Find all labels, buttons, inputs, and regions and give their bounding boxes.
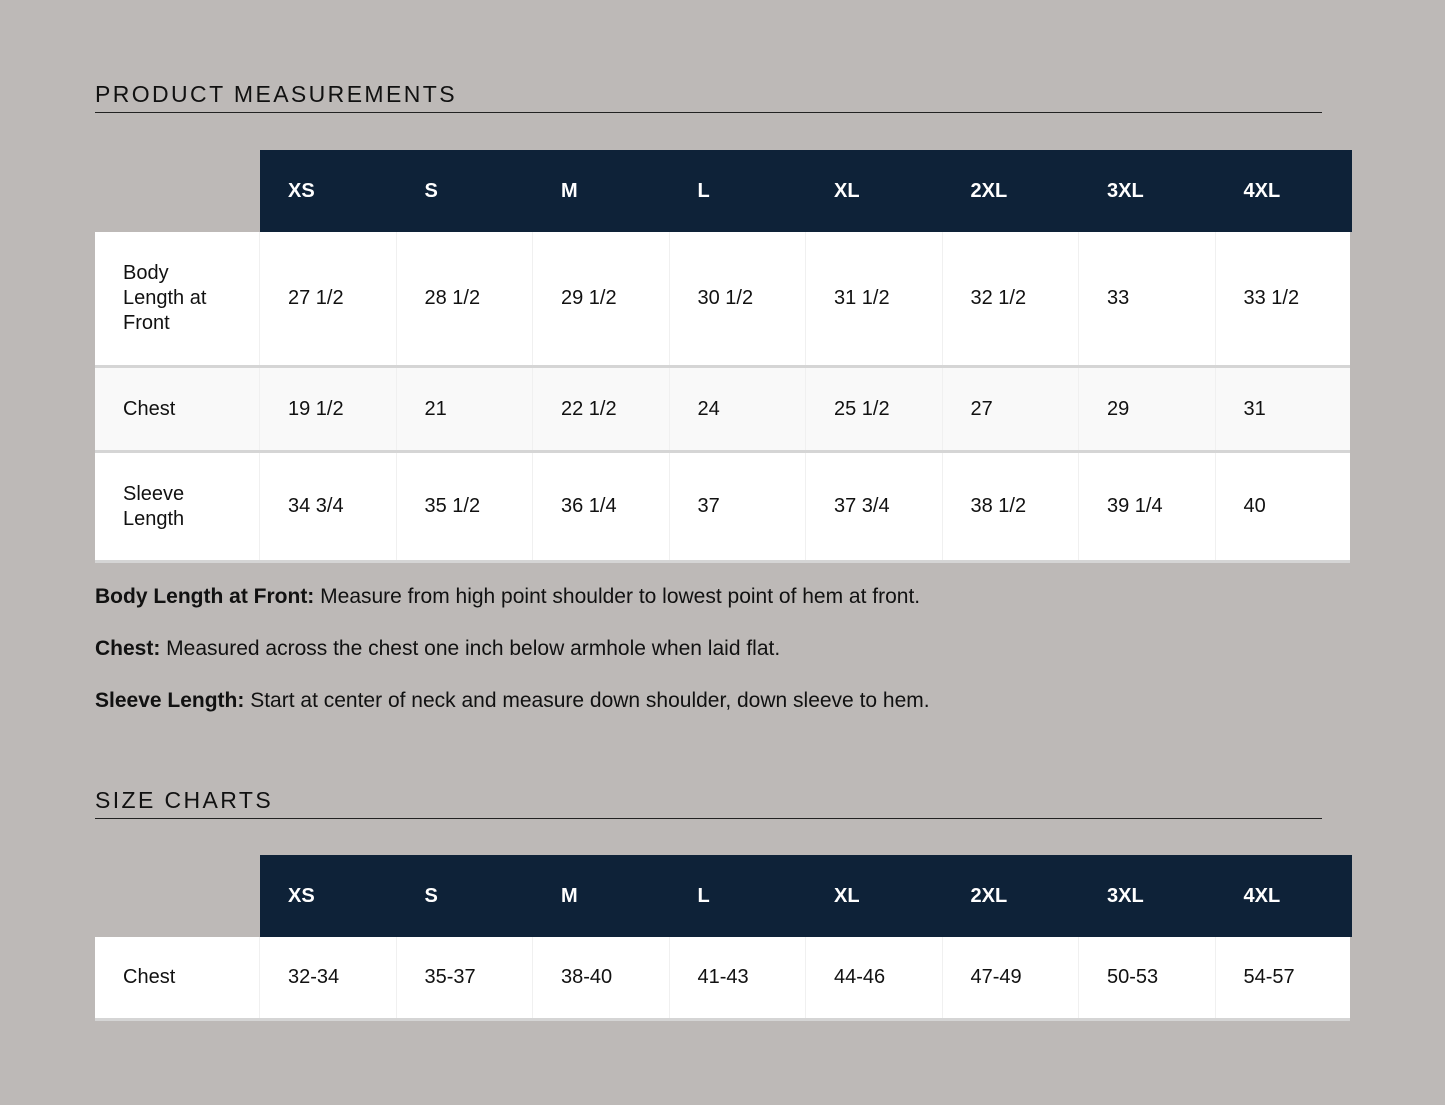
size-header-xs: XS — [288, 179, 315, 202]
table-cell: 27 1/2 — [260, 232, 397, 365]
row-label-text: Chest — [123, 397, 176, 420]
row-label — [95, 232, 260, 365]
table-cell: 31 — [1243, 397, 1266, 420]
table-cell: 41-43 — [670, 937, 807, 1018]
size-header-m: M — [561, 884, 578, 907]
product-measurements-heading: PRODUCT MEASUREMENTS — [95, 81, 1322, 113]
size-header-l: L — [697, 179, 710, 202]
note-body-length — [95, 584, 920, 610]
table-row-chest — [95, 368, 1350, 453]
note-term: Body Length at Front: — [95, 585, 315, 608]
size-header-cells — [260, 150, 1352, 232]
row-label-text: Chest — [123, 966, 176, 988]
note-text: Measure from high point shoulder to lowest point of hem at front. — [314, 585, 921, 608]
note-term: Chest: — [95, 637, 161, 660]
table-cell: 38-40 — [533, 937, 670, 1018]
table-cell: 54-57 — [1243, 966, 1295, 988]
row-label — [95, 368, 260, 450]
table-cell: 35-37 — [397, 937, 534, 1018]
table-cell: 29 — [1079, 368, 1216, 450]
table-cell: 22 1/2 — [533, 368, 670, 450]
size-header-2xl: 2XL — [970, 179, 1008, 202]
table-row-chest-size — [95, 937, 1350, 1021]
note-text: Measured across the chest one inch below armhole when laid flat. — [160, 637, 781, 660]
table-cell: 50-53 — [1079, 937, 1216, 1018]
table-cell: 28 1/2 — [397, 232, 534, 365]
table-cell: 35 1/2 — [397, 453, 534, 560]
size-header-l: L — [697, 884, 710, 907]
table-cell: 31 1/2 — [806, 232, 943, 365]
size-header-4xl: 4XL — [1243, 884, 1281, 907]
table-cell: 33 — [1079, 232, 1216, 365]
size-header-m: M — [561, 179, 578, 202]
note-text: Start at center of neck and measure down shoulder, down sleeve to hem. — [244, 689, 930, 712]
table-cell: 24 — [670, 368, 807, 450]
table-row-body-length — [95, 232, 1350, 368]
table-cell: 37 — [670, 453, 807, 560]
size-chart-header-row — [95, 855, 1350, 937]
size-header-cells — [260, 855, 1352, 937]
table-cell: 33 1/2 — [1243, 287, 1300, 309]
size-header-xl: XL — [834, 884, 860, 907]
size-header-s: S — [424, 884, 438, 907]
table-cell: 32 1/2 — [943, 232, 1080, 365]
row-label-text: Sleeve Length — [123, 482, 185, 530]
size-header-4xl: 4XL — [1243, 179, 1281, 202]
table-cell: 36 1/4 — [533, 453, 670, 560]
table-cell: 29 1/2 — [533, 232, 670, 365]
size-header-3xl: 3XL — [1107, 884, 1144, 907]
measurements-header-row — [95, 150, 1350, 232]
row-label — [95, 453, 260, 560]
header-spacer — [95, 150, 260, 232]
table-cell: 27 — [943, 368, 1080, 450]
table-cell: 30 1/2 — [670, 232, 807, 365]
size-header-xl: XL — [834, 179, 860, 202]
table-cell: 25 1/2 — [806, 368, 943, 450]
size-chart-table — [95, 855, 1350, 1021]
measurements-table — [95, 150, 1350, 563]
note-chest — [95, 636, 780, 662]
size-header-2xl: 2XL — [970, 884, 1008, 907]
size-header-xs: XS — [288, 884, 315, 907]
table-cell: 40 — [1243, 495, 1266, 517]
row-label-text: Body Length at Front — [123, 262, 207, 334]
table-cell: 37 3/4 — [806, 453, 943, 560]
row-label — [95, 937, 260, 1018]
size-header-3xl: 3XL — [1107, 179, 1144, 202]
table-cell: 21 — [397, 368, 534, 450]
size-header-s: S — [424, 179, 438, 202]
header-spacer — [95, 855, 260, 937]
table-row-sleeve-length — [95, 453, 1350, 563]
note-term: Sleeve Length: — [95, 689, 245, 712]
note-sleeve-length — [95, 688, 930, 714]
table-cell: 44-46 — [806, 937, 943, 1018]
table-cell: 47-49 — [943, 937, 1080, 1018]
table-cell: 38 1/2 — [943, 453, 1080, 560]
table-cell: 34 3/4 — [260, 453, 397, 560]
table-cell: 19 1/2 — [260, 368, 397, 450]
size-charts-heading: SIZE CHARTS — [95, 787, 1322, 819]
table-cell: 39 1/4 — [1079, 453, 1216, 560]
table-cell: 32-34 — [260, 937, 397, 1018]
